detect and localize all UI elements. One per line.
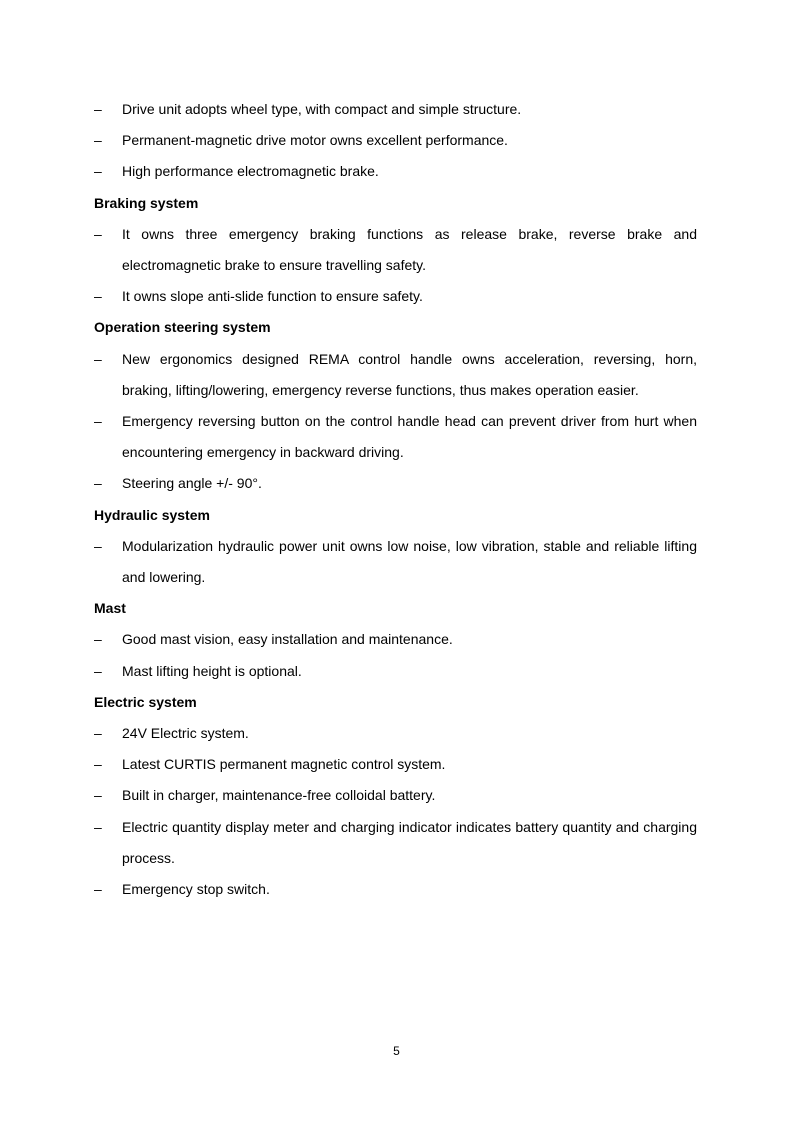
list-item bbox=[94, 874, 697, 905]
bullet-dash: – bbox=[94, 881, 102, 898]
list-item-text: Mast lifting height is optional. bbox=[122, 662, 302, 679]
bullet-dash: – bbox=[94, 350, 102, 367]
section-heading: Braking system bbox=[94, 194, 199, 211]
section-mast bbox=[94, 593, 697, 687]
section-heading: Hydraulic system bbox=[94, 506, 210, 523]
list-item-text: Emergency stop switch. bbox=[122, 881, 270, 898]
list-item-text: Emergency reversing button on the control handle head can prevent driver from hurt when encountering emergency in backward driving. bbox=[122, 413, 697, 461]
list-item-text: Built in charger, maintenance-free colloidal battery. bbox=[122, 787, 436, 804]
list-item bbox=[94, 94, 697, 125]
list-item-text: Good mast vision, easy installation and maintenance. bbox=[122, 631, 453, 648]
list-item-text: 24V Electric system. bbox=[122, 725, 249, 742]
list-item bbox=[94, 125, 697, 156]
list-item-text: Steering angle +/- 90°. bbox=[122, 475, 262, 492]
bullet-dash: – bbox=[94, 662, 102, 679]
bullet-dash: – bbox=[94, 787, 102, 804]
list-item-text: Latest CURTIS permanent magnetic control system. bbox=[122, 756, 446, 773]
list-item bbox=[94, 531, 697, 593]
list-item-text: Drive unit adopts wheel type, with compact and simple structure. bbox=[122, 101, 522, 117]
list-item-text: It owns three emergency braking functions as release brake, reverse brake and electromagnetic brake to ensure travelling safety. bbox=[122, 225, 697, 274]
list-item-text: It owns slope anti-slide function to ensure safety. bbox=[122, 288, 423, 305]
bullet-dash: – bbox=[94, 225, 102, 242]
list-item-text: Modularization hydraulic power unit owns low noise, low vibration, stable and reliable lifting and lowering. bbox=[122, 537, 697, 586]
section-heading: Electric system bbox=[94, 693, 197, 710]
list-item bbox=[94, 219, 697, 281]
list-item bbox=[94, 780, 697, 811]
list-item bbox=[94, 156, 697, 187]
bullet-dash: – bbox=[94, 725, 102, 742]
bullet-dash: – bbox=[94, 537, 102, 554]
list-item-text: New ergonomics designed REMA control handle owns acceleration, reversing, horn, braking, lifting/lowering, emergency reverse functions, thus makes operation easier. bbox=[122, 350, 697, 398]
section-heading: Operation steering system bbox=[94, 319, 271, 336]
list-item bbox=[94, 281, 697, 312]
list-item bbox=[94, 718, 697, 749]
bullet-dash: – bbox=[94, 631, 102, 648]
section-drive-unit bbox=[94, 94, 697, 188]
section-hydraulic-system bbox=[94, 500, 697, 594]
page-number: 5 bbox=[393, 1044, 400, 1058]
bullet-dash: – bbox=[94, 163, 102, 180]
list-item bbox=[94, 656, 697, 687]
bullet-dash: – bbox=[94, 288, 102, 305]
section-braking-system bbox=[94, 188, 697, 313]
list-item bbox=[94, 468, 697, 499]
section-heading: Mast bbox=[94, 600, 126, 617]
page-content bbox=[94, 94, 697, 905]
bullet-dash: – bbox=[94, 756, 102, 773]
list-item-text: Permanent-magnetic drive motor owns excellent performance. bbox=[122, 132, 508, 149]
list-item-text: High performance electromagnetic brake. bbox=[122, 163, 379, 180]
section-operation-steering-system bbox=[94, 312, 697, 499]
bullet-dash: – bbox=[94, 413, 102, 430]
bullet-dash: – bbox=[94, 475, 102, 492]
bullet-dash: – bbox=[94, 132, 102, 149]
list-item bbox=[94, 406, 697, 468]
list-item bbox=[94, 812, 697, 874]
section-electric-system bbox=[94, 687, 697, 905]
bullet-dash: – bbox=[94, 101, 102, 117]
list-item bbox=[94, 624, 697, 655]
bullet-dash: – bbox=[94, 818, 102, 835]
list-item bbox=[94, 749, 697, 780]
list-item-text: Electric quantity display meter and charging indicator indicates battery quantity and charging process. bbox=[122, 818, 697, 866]
list-item bbox=[94, 344, 697, 406]
